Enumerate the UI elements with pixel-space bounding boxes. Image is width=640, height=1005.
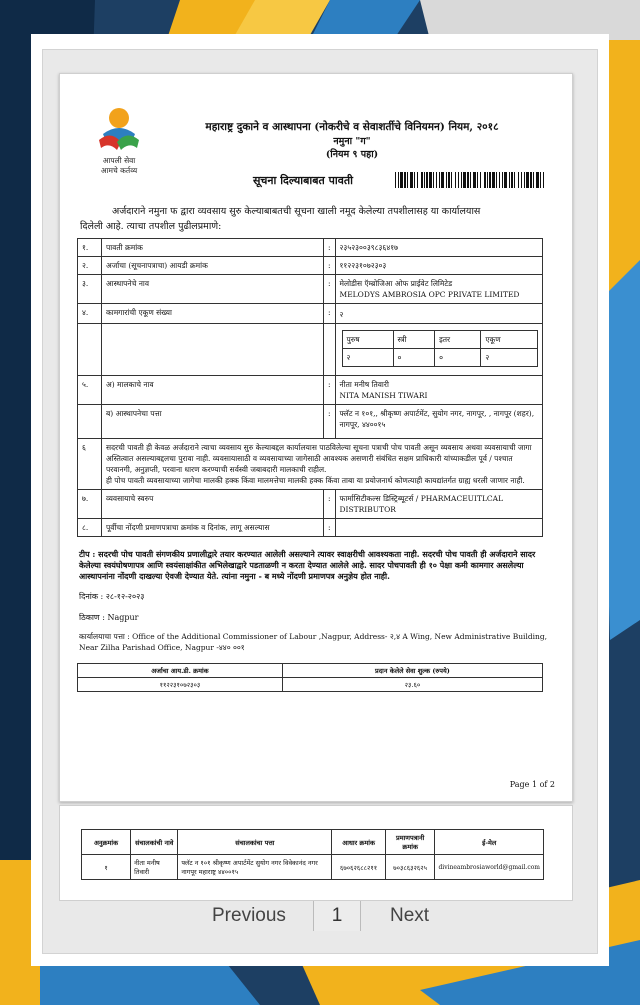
application-id: ११२२३१०७२३०३: [335, 257, 542, 275]
intro-paragraph: अर्जदाराने नमुना फ द्वारा व्यवसाय सुरु केल्याबाबतची सूचना खाली नमूद केलेल्या तपशीलासह या कार्यालयास दिलेली आहे. त्याचा तपशील पुढीलप्रमाणे:: [80, 206, 481, 232]
table-row: ब) आस्थापनेचा पत्ता : फ्लॅट न १०१,, श्रीकृष्ण अपार्टमेंट, सुयोग नगर, नागपूर, , नागपूर (शहर), नागपूर, ४४००१५: [78, 405, 543, 439]
previous-registration: [335, 519, 542, 537]
page-number: Page 1 of 2: [509, 780, 555, 789]
note-text: टीप : सदरची पोच पावती संगणकीय प्रणालीद्वारे तयार करण्यात आलेली असल्याने त्यावर स्वाक्षरीची आवश्यकता नाही. सदरची पोच पावती ही अर्जदाराने सादर केलेल्या स्वयंघोषणापत्र आणि स्वयंसाक्षांकीत अभिलेखाद्वारे पडताळणी न करता देण्यात आलेले आहे. सादर पोचपावती ही १० पेक्षा कमी कामगार असलेल्या आस्थापनांना नोंदणी दाखल्या ऐवजी देण्यात येते. त्यांना नमुना - ब मध्ये नोंदणी प्रमाणपत्र अनुज्ञेय होत नाही.: [79, 549, 536, 581]
document-title: महाराष्ट्र दुकाने व आस्थापना (नोकरीचे व सेवाशर्तीचे विनियमन) नियम, २०१८: [205, 121, 499, 133]
table-row: ६ सदरची पावती ही केवळ अर्जदाराने त्याचा व्यवसाय सुरु केल्याबद्दल कार्यालयास पाठविलेल्या सूचना पत्राची पोच पावती असून व्यवसाय अथवा व्यवसायाची जागा अस्तित्वात असल्याबद्दलचा पुरावा नाही. व्यवसायासाठी व व्यवसायाच्या जागेसाठी आवश्यक असणारी संबंधित सक्षम प्राधिकारी यांच्याकडील पूर्व / पश्चात परवानगी, अनुज्ञप्ती, परवाना धारण करण्याची सर्वस्वी जबाबदारी मालकाची राहील. ही पोच पावती व्यवसायाच्या जागेचा मालकी हक्क किंवा मालमत्तेचा मालकी हक्क किंवा ताबा या प्रयोजनार्थ कोणत्याही कायद्यांतर्गत ग्राह्य धरली जाणार नाही.: [78, 439, 543, 490]
directors-table: अनुक्रमांक संचालकांची नावे संचालकांचा पत्ता आधार क्रमांक प्रमाणपत्रानी क्रमांक ई-मेल १ नीता मनीष तिवारी फ्लॅट न १०१ श्रीकृष्ण अपार्टमेंट सुयोग नगर विवेकानंद नगर नागपूर महाराष्ट्र ४४००१५ ६७०६२६८८२११ ७०३८६३२६२५ divineambrosiaworld@gmail.com: [81, 829, 544, 880]
owner-name: नीता मनीष तिवारी NITA MANISH TIWARI: [335, 376, 542, 405]
previous-page-button[interactable]: Previous: [212, 905, 286, 926]
establishment-name: मेलोडीस ऍम्ब्रोजिआ ओफ प्राईवेट लिमिटेड MELODYS AMBROSIA OPC PRIVATE LIMITED: [335, 275, 542, 304]
fee-table: अर्जाचा आय.डी. क्रमांक प्रदान केलेले सेवा शुल्क (रुपये) ११२२३१०७२३०३ २३.६०: [77, 663, 543, 692]
barcode: [395, 172, 547, 188]
rule-reference: (नियम ९ पहा): [325, 149, 379, 160]
table-row: १. पावती क्रमांक : २३५२३००३९८३६४१७: [78, 239, 543, 257]
table-row: [78, 324, 543, 376]
table-row: ४. कामगारांची एकूण संख्या : २: [78, 304, 543, 324]
form-name: नमुना "ग": [333, 136, 371, 147]
date-text: दिनांक : २८-१२-२०२३: [79, 592, 145, 601]
table-row: २. अर्जाचा (सूचनापत्राचा) आयडी क्रमांक : ११२२३१०७२३०३: [78, 257, 543, 275]
office-address: कार्यालयाचा पत्ता : Office of the Additional Commissioner of Labour ,Nagpur, Address- २,४ A Wing, New Administrative Building, Near Zilha Parishad Office, Nagpur -४४० ००१: [79, 632, 548, 652]
notice-title: सूचना दिल्याबाबत पावती: [253, 174, 353, 187]
next-page-button[interactable]: Next: [390, 905, 430, 926]
details-table: [77, 238, 543, 537]
table-row: ७. व्यवसायाचे स्वरुप : फार्मासिटीकल्स डिस्ट्रिब्यूटर्स / PHARMACEUITLCAL DISTRIBUTOR: [78, 490, 543, 519]
worker-count: २: [335, 304, 542, 324]
receipt-document: [77, 92, 555, 789]
logo-caption: आपली सेवा आमचे कर्तव्य: [100, 156, 138, 175]
establishment-address: फ्लॅट न १०१,, श्रीकृष्ण अपार्टमेंट, सुयोग नगर, नागपूर, , नागपूर (शहर), नागपूर, ४४००१५: [335, 405, 542, 439]
table-row: १ नीता मनीष तिवारी फ्लॅट न १०१ श्रीकृष्ण अपार्टमेंट सुयोग नगर विवेकानंद नगर नागपूर महाराष्ट्र ४४००१५ ६७०६२६८८२११ ७०३८६३२६२५ divineambrosiaworld@gmail.com: [82, 855, 544, 880]
business-nature: फार्मासिटीकल्स डिस्ट्रिब्यूटर्स / PHARMACEUITLCAL DISTRIBUTOR: [335, 490, 542, 519]
table-row: ३. आस्थापनेचे नाव : मेलोडीस ऍम्ब्रोजिआ ओफ प्राईवेट लिमिटेड MELODYS AMBROSIA OPC PRIVATE LIMITED: [78, 275, 543, 304]
document-header: [77, 92, 555, 196]
pagination: [196, 901, 446, 931]
table-row: ८. पूर्वीचा नोंदणी प्रमाणपत्राचा क्रमांक व दिनांक, लागू असल्यास :: [78, 519, 543, 537]
government-logo: [91, 100, 147, 160]
place-text: ठिकाण : Nagpur: [79, 613, 139, 622]
receipt-number: २३५२३००३९८३६४१७: [335, 239, 542, 257]
current-page-indicator[interactable]: 1: [313, 901, 361, 931]
table-row: ५. अ) मालकाचे नाव : नीता मनीष तिवारी NITA MANISH TIWARI: [78, 376, 543, 405]
worker-breakdown-table: पुरुष स्त्री इतर एकूण २ ० ० २: [342, 330, 538, 367]
disclaimer-text: सदरची पावती ही केवळ अर्जदाराने त्याचा व्यवसाय सुरु केल्याबद्दल कार्यालयास पाठविलेल्या सूचना पत्राची पोच पावती असून व्यवसाय अथवा व्यवसायाची जागा अस्तित्वात असल्याबद्दलचा पुरावा नाही. व्यवसायासाठी व व्यवसायाच्या जागेसाठी आवश्यक असणारी संबंधित सक्षम प्राधिकारी यांच्याकडील पूर्व / पश्चात परवानगी, अनुज्ञप्ती, परवाना धारण करण्याची सर्वस्वी जबाबदारी मालकाची राहील. ही पोच पावती व्यवसायाच्या जागेचा मालकी हक्क किंवा मालमत्तेचा मालकी हक्क किंवा ताबा या प्रयोजनार्थ कोणत्याही कायद्यांतर्गत ग्राह्य धरली जाणार नाही.: [102, 439, 543, 490]
